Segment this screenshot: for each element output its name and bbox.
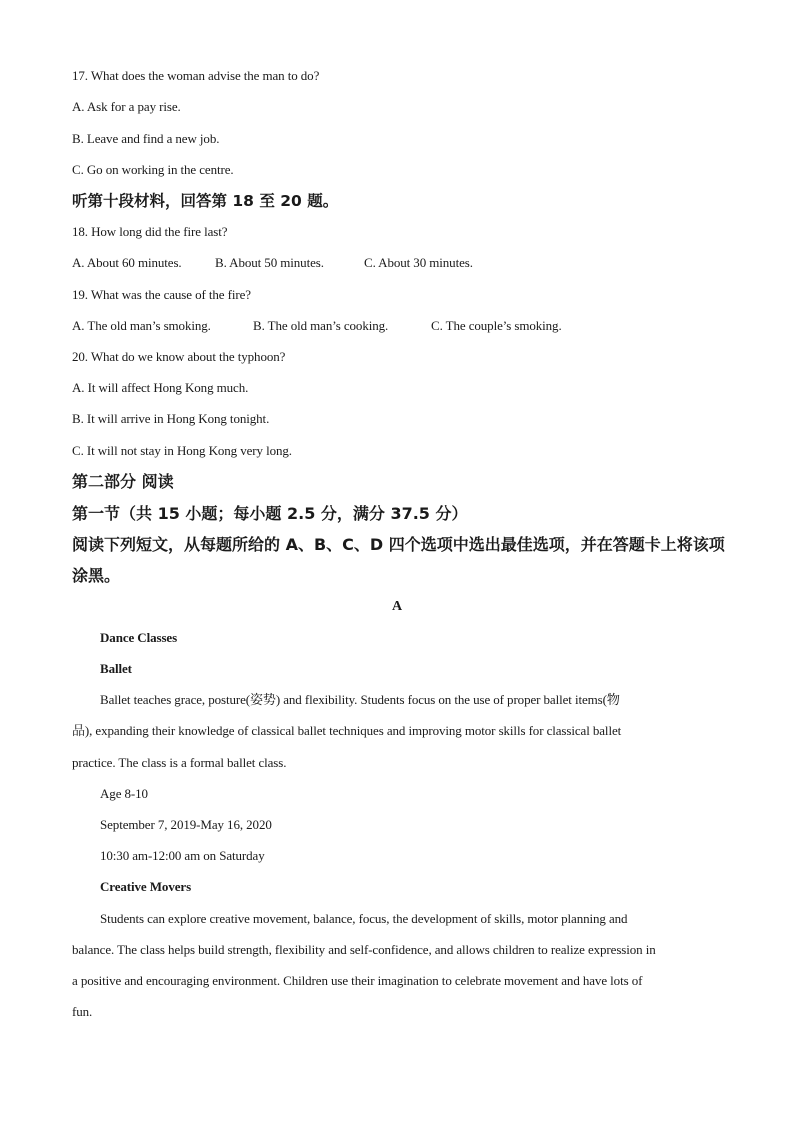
passage-title: Dance Classes <box>100 630 178 645</box>
q18-option-a: A. About 60 minutes. <box>72 255 182 270</box>
q20-option-c: C. It will not stay in Hong Kong very long. <box>72 443 292 458</box>
section10-heading: 听第十段材料，回答第 18 至 20 题。 <box>72 192 339 210</box>
q19-option-a: A. The old man’s smoking. <box>72 318 211 333</box>
ballet-heading: Ballet <box>100 661 132 676</box>
q19-option-b: B. The old man’s cooking. <box>253 318 389 333</box>
creative-movers-heading: Creative Movers <box>100 879 192 894</box>
q20-option-b: B. It will arrive in Hong Kong tonight. <box>72 411 270 426</box>
reading-instruction-line2: 涂黑。 <box>72 566 121 585</box>
q17-question: 17. What does the woman advise the man to do? <box>72 68 320 83</box>
q20-option-a: A. It will affect Hong Kong much. <box>72 380 249 395</box>
ballet-paragraph-line2: 品), expanding their knowledge of classical ballet techniques and improving motor skills for classical ballet <box>72 723 622 738</box>
q17-option-c: C. Go on working in the centre. <box>72 162 234 177</box>
q17-option-a: A. Ask for a pay rise. <box>72 99 181 114</box>
q19-option-c: C. The couple’s smoking. <box>431 318 562 333</box>
reading-instruction-line1: 阅读下列短文，从每题所给的 A、B、C、D 四个选项中选出最佳选项，并在答题卡上将该项 <box>72 535 725 554</box>
passage-label: A <box>391 599 402 614</box>
q18-option-c: C. About 30 minutes. <box>364 255 473 270</box>
q18-options <box>72 254 473 272</box>
ballet-dates: September 7, 2019-May 16, 2020 <box>100 817 272 832</box>
q20-question: 20. What do we know about the typhoon? <box>72 349 286 364</box>
q18-question: 18. How long did the fire last? <box>72 224 228 239</box>
creative-movers-paragraph-line4: fun. <box>72 1004 93 1019</box>
q19-options <box>72 317 562 335</box>
q18-option-b: B. About 50 minutes. <box>215 255 324 270</box>
q17-option-b: B. Leave and find a new job. <box>72 131 220 146</box>
creative-movers-paragraph-line3: a positive and encouraging environment. Children use their imagination to celebrate movement and have lots of <box>72 973 643 988</box>
q19-question: 19. What was the cause of the fire? <box>72 287 251 302</box>
ballet-paragraph-line3: practice. The class is a formal ballet class. <box>72 755 287 770</box>
reading-part-heading: 第二部分 阅读 <box>72 472 174 491</box>
ballet-age: Age 8-10 <box>100 786 148 801</box>
creative-movers-paragraph-line2: balance. The class helps build strength, flexibility and self-confidence, and allows children to realize expression in <box>72 942 656 957</box>
reading-section-heading: 第一节（共 15 小题；每小题 2.5 分，满分 37.5 分） <box>72 504 468 523</box>
creative-movers-paragraph-line1: Students can explore creative movement, balance, focus, the development of skills, motor planning and <box>100 911 628 926</box>
ballet-paragraph-line1: Ballet teaches grace, posture(姿势) and flexibility. Students focus on the use of proper ballet items(物 <box>100 692 620 707</box>
ballet-time: 10:30 am-12:00 am on Saturday <box>100 848 265 863</box>
